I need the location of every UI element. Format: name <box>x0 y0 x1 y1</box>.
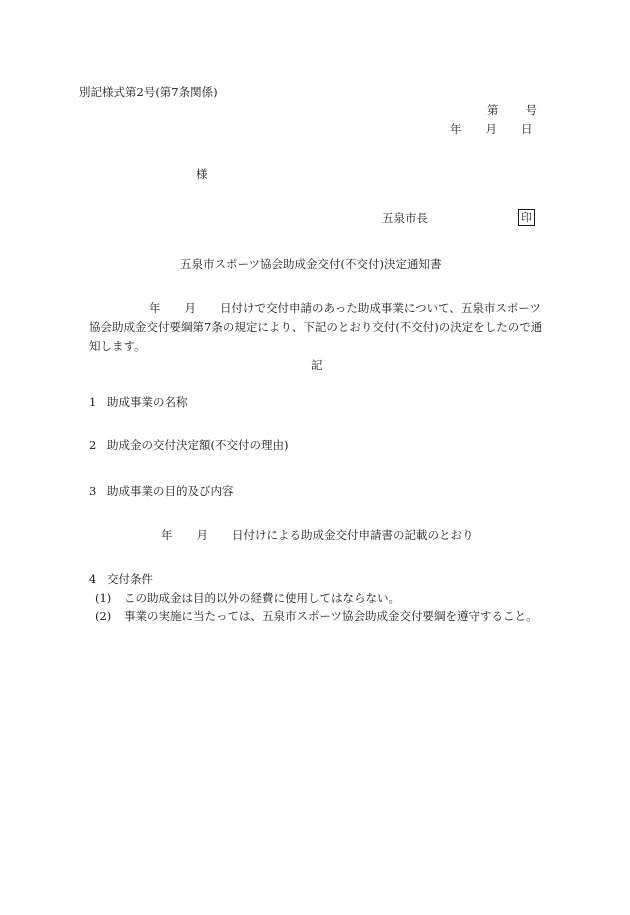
item-4 <box>89 573 153 587</box>
purpose-month: 月 <box>196 528 208 542</box>
addressee: 様 <box>196 167 208 181</box>
condition-1 <box>95 592 400 606</box>
seal-mark: 印 <box>518 209 535 226</box>
item-1-label: 助成事業の名称 <box>107 395 188 409</box>
condition-2-text: 事業の実施に当たっては、五泉市スポーツ協会助成金交付要綱を遵守すること。 <box>124 609 538 623</box>
item-1 <box>89 396 188 410</box>
ki-heading: 記 <box>311 358 323 372</box>
body-line-2: 協会助成金交付要綱第7条の規定により、下記のとおり交付(不交付)の決定をしたので通 <box>89 320 543 334</box>
item-3-number: 3 <box>89 484 97 498</box>
sender-title: 五泉市長 <box>382 211 428 225</box>
issue-date <box>450 123 533 137</box>
date-day: 日 <box>521 122 533 136</box>
body-year: 年 <box>149 301 161 315</box>
item-3 <box>89 485 234 499</box>
form-reference: 別記様式第2号(第7条関係) <box>79 85 218 99</box>
body-line-1-text: 日付けで交付申請のあった助成事業について、五泉市スポーツ <box>220 301 541 315</box>
doc-number-prefix: 第 <box>487 103 499 117</box>
item-2-label: 助成金の交付決定額(不交付の理由) <box>107 438 289 452</box>
item-3-label: 助成事業の目的及び内容 <box>107 484 234 498</box>
body-month: 月 <box>184 301 196 315</box>
item-1-number: 1 <box>89 395 97 409</box>
body-line-3: 知します。 <box>89 339 146 353</box>
purpose-text: 日付けによる助成金交付申請書の記載のとおり <box>232 528 474 542</box>
doc-number-suffix: 号 <box>525 103 537 117</box>
date-month: 月 <box>485 122 497 136</box>
condition-1-text: この助成金は目的以外の経費に使用してはならない。 <box>124 591 400 605</box>
item-4-label: 交付条件 <box>107 572 153 586</box>
item-2-number: 2 <box>89 438 97 452</box>
condition-2 <box>95 610 538 624</box>
document-title: 五泉市スポーツ協会助成金交付(不交付)決定通知書 <box>180 257 442 271</box>
condition-1-number: (1) <box>95 591 112 605</box>
document-number <box>487 104 537 118</box>
item-2 <box>89 439 288 453</box>
condition-2-number: (2) <box>95 609 112 623</box>
item-4-number: 4 <box>89 572 97 586</box>
body-line-1 <box>149 302 541 316</box>
purpose-year: 年 <box>161 528 173 542</box>
date-year: 年 <box>450 122 462 136</box>
purpose-line <box>161 529 474 543</box>
